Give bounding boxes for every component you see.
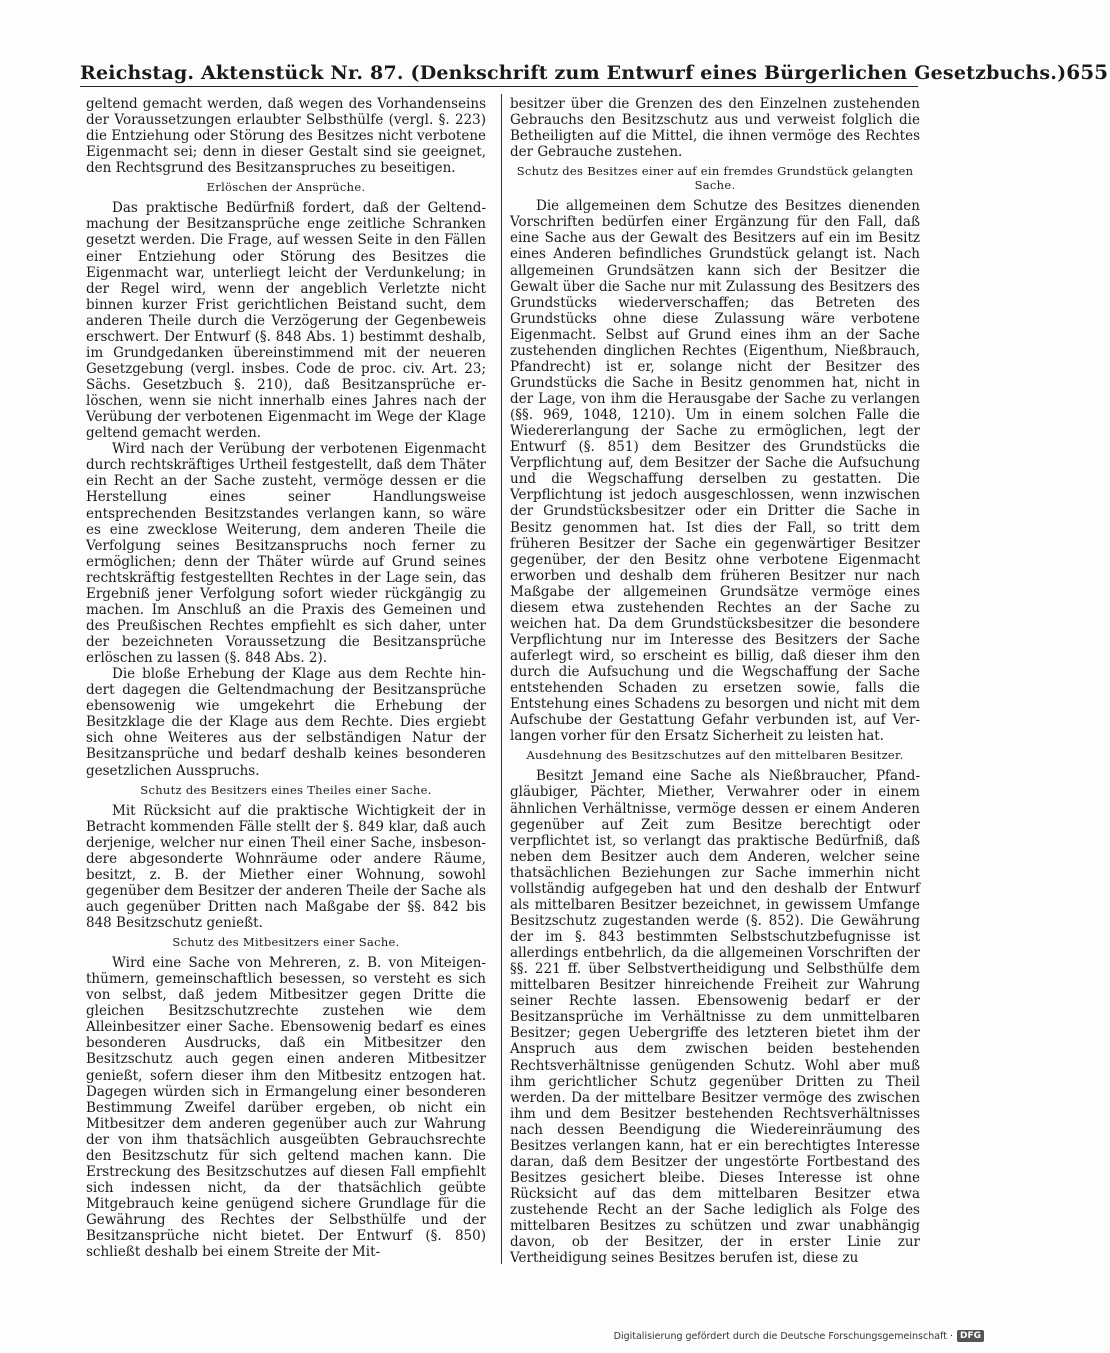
paragraph: Besitzt Jemand eine Sache als Nießbraucher, Pfandgläubiger, Pächter, Miether, Verwahrer oder in einem ähnlichen Verhältnisse, vermöge dessen er einem Anderen gegenüber auf Zeit zum Besitze berechtigt oder verpflichtet ist, so verlangt das praktische Bedürfniß, daß neben dem Besitzer auch dem Anderen, welcher seine thatsächlichen Beziehungen zur Sache immerhin nicht vollständig aufgegeben hat und den deshalb der Entwurf als mittelbaren Besitzer bezeichnet, in gewissem Umfange Besitzschutz zugestanden werde (§. 852). Die Gewährung der im §. 843 bestimmten Selbstschutzbefugnisse ist allerdings entbehrlich, da die allgemeinen Vorschriften der §§. 221 ff. über Selbstvertheidigung und Selbsthülfe dem mittelbaren Besitzer hinreichende Freiheit zur Wahrung seiner Rechte lassen. Ebensowenig bedarf er der Besitzansprüche im Verhältnisse zu dem unmittelbaren Besitzer; gegen Uebergriffe des letzteren bietet ihm der Anspruch aus dem zwischen beiden bestehenden Rechtsverhältnisse genügenden Schutz. Wohl aber muß ihm gerichtlicher Schutz gegenüber Dritten zu Theil werden. Da der mittelbare Besitzer vermöge des zwischen ihm und dem Besitzer bestehenden Rechtsverhältnisses nach dessen Beendigung die Wiedereinräumung des Besitzes verlangen kann, hat er ein berechtigtes Interesse daran, daß dem Besitzer der ungestörte Fortbestand des Besitzes gesichert bleibe. Dieses Interesse ist ohne Rücksicht auf das dem mittelbaren Besitzer etwa zustehende Recht an der Sache lediglich als Folge des mittelbaren Besitzes zu schützen und zwar unabhängig davon, ob der Besitzer, der in erster Linie zur Vertheidigung seines Besitzes berufen ist, diese zu bbox=[510, 768, 920, 1267]
paragraph: besitzer über die Grenzen des den Einzelnen zustehenden Gebrauchs den Besitzschutz aus und verweist folglich die Betheiligten auf die Mittel, die ihnen vermöge des Rechtes der Gebrauche zustehen. bbox=[510, 96, 920, 161]
section-heading: Schutz des Besitzes einer auf ein fremdes Grundstück gelangten Sache. bbox=[516, 164, 914, 193]
running-header bbox=[80, 60, 1109, 87]
digitization-credit bbox=[614, 1330, 984, 1342]
column-divider bbox=[501, 94, 502, 1264]
paragraph: geltend gemacht werden, daß wegen des Vorhandenseins der Voraussetzungen erlaubter Selbsthülfe (vergl. §. 223) die Entziehung oder Störung des Besitzes nicht verbotene Eigenmacht sei; denn in dieser Gestalt sind sie geeignet, den Rechtsgrund des Besitzanspruches zu beseitigen. bbox=[86, 96, 486, 177]
right-column bbox=[510, 96, 920, 1266]
paragraph: Wird nach der Verübung der verbotenen Eigenmacht durch rechtskräftiges Urtheil festgestellt, daß dem Thäter ein Recht an der Sache zusteht, vermöge dessen er die Herstellung eines seiner Handlungsweise entsprechenden Besitzstandes verlangen kann, so wäre es eine zwecklose Weiterung, dem anderen Theile die Verfolgung seines Besitzanspruchs noch ferner zu ermöglichen; denn der Thäter würde auf Grund seines rechtskräftig festgestellten Rechtes in der Lage sein, das Ergebniß jener Verfolgung sofort wieder rückgängig zu machen. Im Anschluß an die Praxis des Gemeinen und des Preußischen Rechtes empfiehlt es sich daher, unter der bezeichneten Voraussetzung die Besitzansprüche erlöschen zu lassen (§. 848 Abs. 2). bbox=[86, 441, 486, 667]
header-title: Reichstag. Aktenstück Nr. 87. (Denkschrift zum Entwurf eines Bürgerlichen Gesetzbuchs.) bbox=[80, 62, 1067, 84]
dfg-logo: DFG bbox=[957, 1330, 984, 1342]
credit-text: Digitalisierung gefördert durch die Deutsche Forschungsgemeinschaft · bbox=[613, 1330, 953, 1342]
section-heading: Schutz des Mitbesitzers einer Sache. bbox=[172, 935, 400, 950]
left-column bbox=[86, 96, 486, 1260]
section-heading: Ausdehnung des Besitzschutzes auf den mittelbaren Besitzer. bbox=[526, 748, 904, 763]
paragraph: Mit Rücksicht auf die praktische Wichtigkeit der in Betracht kommenden Fälle stellt der §. 849 klar, daß auch derjenige, welcher nur einen Theil einer Sache, insbesondere abgesonderte Wohnräume oder andere Räume, besitzt, z. B. der Miether einer Wohnung, sowohl gegenüber dem Besitzer der anderen Theile der Sache als auch gegenüber Dritten nach Maßgabe der §§. 842 bis 848 Besitzschutz genießt. bbox=[86, 802, 486, 931]
section-heading: Erlöschen der Ansprüche. bbox=[206, 180, 366, 195]
paragraph: Das praktische Bedürfniß fordert, daß der Geltendmachung der Besitzansprüche enge zeitliche Schranken gesetzt werden. Die Frage, auf wessen Seite in den Fällen einer Entziehung oder Störung des Besitzes die Eigenmacht war, unterliegt leicht der Verdunkelung; in der Regel wird, wenn der angeblich Verletzte nicht binnen kurzer Frist gerichtlichen Beistand sucht, dem anderen Theile durch die Verzögerung der Gegenbeweis erschwert. Der Entwurf (§. 848 Abs. 1) bestimmt deshalb, im Grundgedanken übereinstimmend mit der neueren Gesetzgebung (vergl. insbes. Code de proc. civ. Art. 23; Sächs. Gesetzbuch §. 210), daß Besitzansprüche erlöschen, wenn sie nicht innerhalb eines Jahres nach der Verübung der verbotenen Eigenmacht im Wege der Klage geltend gemacht werden. bbox=[86, 200, 486, 442]
paragraph: Wird eine Sache von Mehreren, z. B. von Miteigenthümern, gemeinschaftlich besessen, so versteht es sich von selbst, daß jedem Mitbesitzer gegen Dritte die gleichen Besitzschutzrechte zustehen wie dem Alleinbesitzer einer Sache. Ebensowenig bedarf es eines besonderen Ausdrucks, daß ein Mitbesitzer den Besitzschutz auch gegen einen anderen Mitbesitzer genießt, sofern dieser ihm den Mitbesitz entzogen hat. Dagegen würden sich in Ermangelung einer besonderen Bestimmung Zweifel darüber ergeben, ob nicht ein Mitbesitzer dem anderen gegenüber auch zur Wahrung der von ihm thatsächlich ausgeübten Gebrauchsrechte den Besitzschutz für sich geltend machen kann. Die Erstreckung des Besitzschutzes auf diesen Fall empfiehlt sich indessen nicht, da der thatsächlich geübte Mitgebrauch keine genügend sichere Grundlage für die Gewährung des Rechtes der Selbsthülfe und der Besitzansprüche nicht bietet. Der Entwurf (§. 850) schließt deshalb bei einem Streite der Mit- bbox=[86, 955, 486, 1261]
paragraph: Die allgemeinen dem Schutze des Besitzes dienenden Vorschriften bedürfen einer Ergänzung für den Fall, daß eine Sache aus der Gewalt des Besitzers auf ein im Besitz eines Anderen befindliches Grundstück gelangt ist. Nach allgemeinen Grundsätzen kann sich der Besitzer die Gewalt über die Sache nur mit Zulassung des Besitzers des Grundstücks wiederverschaffen; das Betreten des Grundstücks ohne diese Zulassung wäre verbotene Eigenmacht. Selbst auf Grund eines ihm an der Sache zustehenden dinglichen Rechtes (Eigenthum, Nießbrauch, Pfandrecht) ist er, solange nicht der Besitzer des Grundstücks die Sache in Besitz genommen hat, nicht in der Lage, von ihm die Herausgabe der Sache zu verlangen (§§. 969, 1048, 1210). Um in einem solchen Falle die Wiedererlangung der Sache zu ermöglichen, legt der Entwurf (§. 851) dem Besitzer des Grundstücks die Verpflichtung auf, dem Besitzer der Sache die Aufsuchung und die Wegschaffung derselben zu gestatten. Die Verpflichtung ist jedoch ausgeschlossen, wenn inzwischen der Grundstücksbesitzer oder ein Dritter die Sache in Besitz genommen hat. Ist dies der Fall, so tritt dem früheren Besitzer der Sache ein gegenwärtiger Besitzer gegenüber, der den Besitz ohne verbotene Eigenmacht erworben und deshalb dem früheren Besitzer nur nach Maßgabe der allgemeinen Grundsätze vermöge eines diesem etwa zustehenden Rechtes an der Sache zu weichen hat. Da dem Grundstücksbesitzer die besondere Verpflichtung nur im Interesse des Besitzers der Sache auferlegt wird, so erscheint es billig, daß dieser ihm den durch die Aufsuchung und die Wegschaffung der Sache entstehenden Schaden zu ersetzen sowie, falls die Entstehung eines Schadens zu besorgen und nicht mit dem Aufschube der Gestattung Gefahr verbunden ist, auf Verlangen vorher für den Ersatz Sicherheit zu leisten hat. bbox=[510, 198, 920, 745]
page-number: 655 bbox=[1066, 60, 1109, 84]
section-heading: Schutz des Besitzers eines Theiles einer Sache. bbox=[140, 782, 432, 797]
paragraph: Die bloße Erhebung der Klage aus dem Rechte hindert dagegen die Geltendmachung der Besitzansprüche ebensowenig wie umgekehrt die Erhebung der Besitzklage die der Klage aus dem Rechte. Dies ergiebt sich ohne Weiteres aus der selbständigen Natur der Besitzansprüche und bedarf deshalb keines besonderen gesetzlichen Ausspruchs. bbox=[86, 666, 486, 779]
